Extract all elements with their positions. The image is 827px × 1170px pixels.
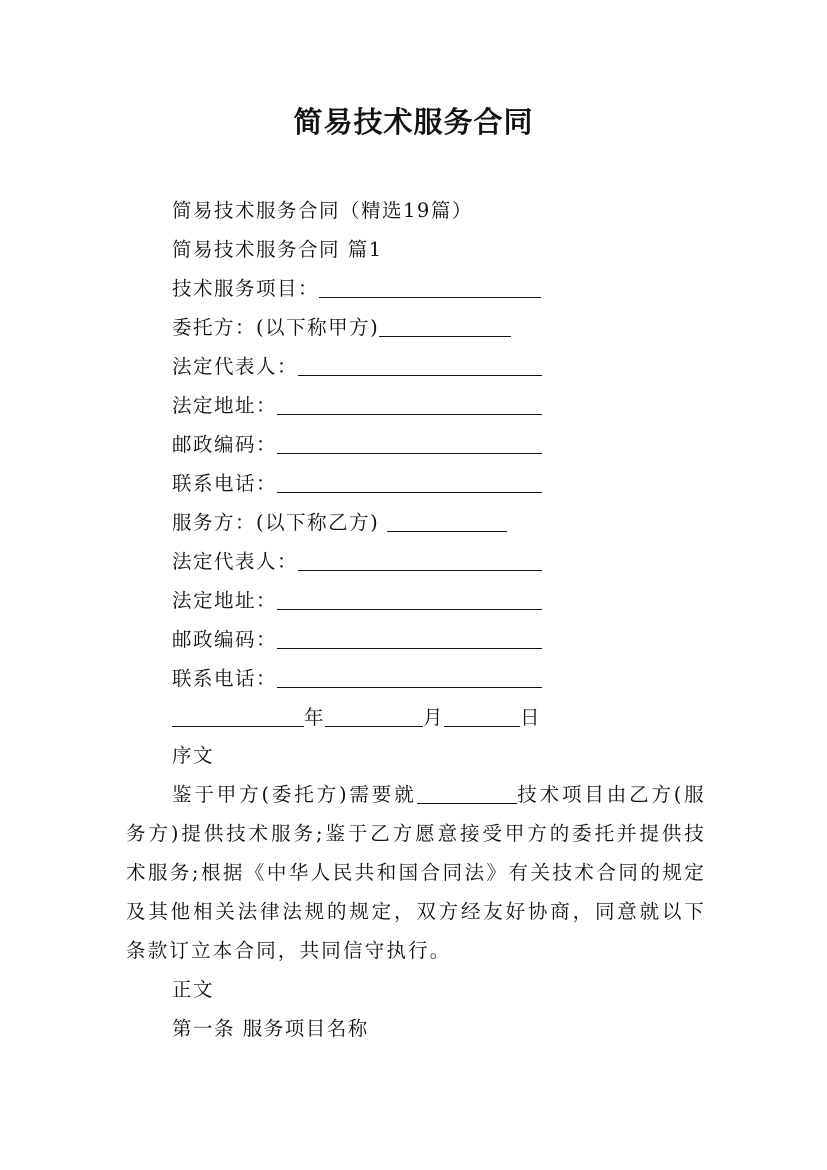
- field-provider-phone-label: 联系电话：: [172, 667, 278, 690]
- date-month-label: 月: [423, 706, 445, 729]
- field-provider-blank[interactable]: [387, 513, 507, 532]
- article1-heading-text: 第一条 服务项目名称: [172, 1017, 369, 1040]
- field-client-blank[interactable]: [379, 318, 511, 337]
- field-client-address-blank[interactable]: [277, 396, 542, 415]
- field-client-postcode: [172, 433, 542, 457]
- field-provider: [172, 511, 507, 535]
- field-project: [172, 277, 541, 301]
- field-project-blank[interactable]: [319, 279, 541, 298]
- body-heading: [172, 978, 214, 1002]
- preamble-paragraph: [126, 775, 706, 970]
- date-month-blank[interactable]: [325, 708, 423, 727]
- field-client-label: 委托方：(以下称甲方): [172, 316, 380, 339]
- field-client-address: [172, 394, 542, 418]
- date-year-blank[interactable]: [172, 708, 304, 727]
- field-provider-phone-blank[interactable]: [277, 669, 542, 688]
- field-client-phone-label: 联系电话：: [172, 472, 278, 495]
- field-provider-address-blank[interactable]: [277, 591, 542, 610]
- field-provider-rep-blank[interactable]: [298, 552, 542, 571]
- field-client-phone-blank[interactable]: [277, 474, 542, 493]
- document-subtitle: [172, 199, 473, 223]
- field-provider-rep-label: 法定代表人：: [172, 550, 299, 573]
- field-provider-rep: [172, 550, 542, 574]
- preamble-part2: 技术项目由乙方(服务方)提供技术服务;鉴于乙方愿意接受甲方的委托并提供技术服务;根据《中华人民共和国合同法》有关技术合同的规定及其他相关法律法规的规定，双方经友好协商，同意就以下条款订立本合同，共同信守执行。: [126, 783, 706, 962]
- field-provider-address: [172, 589, 542, 613]
- subtitle-text: 简易技术服务合同（精选19篇）: [172, 199, 473, 222]
- preamble-heading: [172, 744, 214, 768]
- field-client-rep-label: 法定代表人：: [172, 355, 299, 378]
- section-heading-text: 简易技术服务合同 篇1: [172, 238, 383, 261]
- date-day-blank[interactable]: [444, 708, 520, 727]
- field-provider-postcode-blank[interactable]: [277, 630, 542, 649]
- field-client-rep-blank[interactable]: [298, 357, 542, 376]
- field-provider-postcode: [172, 628, 542, 652]
- field-provider-phone: [172, 667, 542, 691]
- date-day-label: 日: [520, 706, 542, 729]
- field-provider-address-label: 法定地址：: [172, 589, 278, 612]
- date-year-label: 年: [304, 706, 326, 729]
- field-provider-label: 服务方：(以下称乙方): [172, 511, 380, 534]
- field-client-phone: [172, 472, 542, 496]
- preamble-part1: 鉴于甲方(委托方)需要就: [172, 783, 417, 806]
- preamble-heading-text: 序文: [172, 744, 215, 767]
- body-heading-text: 正文: [172, 978, 215, 1001]
- date-line: [172, 706, 541, 730]
- field-client-postcode-blank[interactable]: [277, 435, 542, 454]
- field-project-label: 技术服务项目：: [172, 277, 320, 300]
- field-client-rep: [172, 355, 542, 379]
- preamble-project-blank[interactable]: [417, 785, 517, 804]
- section-heading: [172, 238, 383, 262]
- field-client: [172, 316, 511, 340]
- document-title: 简易技术服务合同: [293, 105, 534, 139]
- field-client-postcode-label: 邮政编码：: [172, 433, 278, 456]
- field-provider-postcode-label: 邮政编码：: [172, 628, 278, 651]
- article1-heading: [172, 1017, 369, 1041]
- field-client-address-label: 法定地址：: [172, 394, 278, 417]
